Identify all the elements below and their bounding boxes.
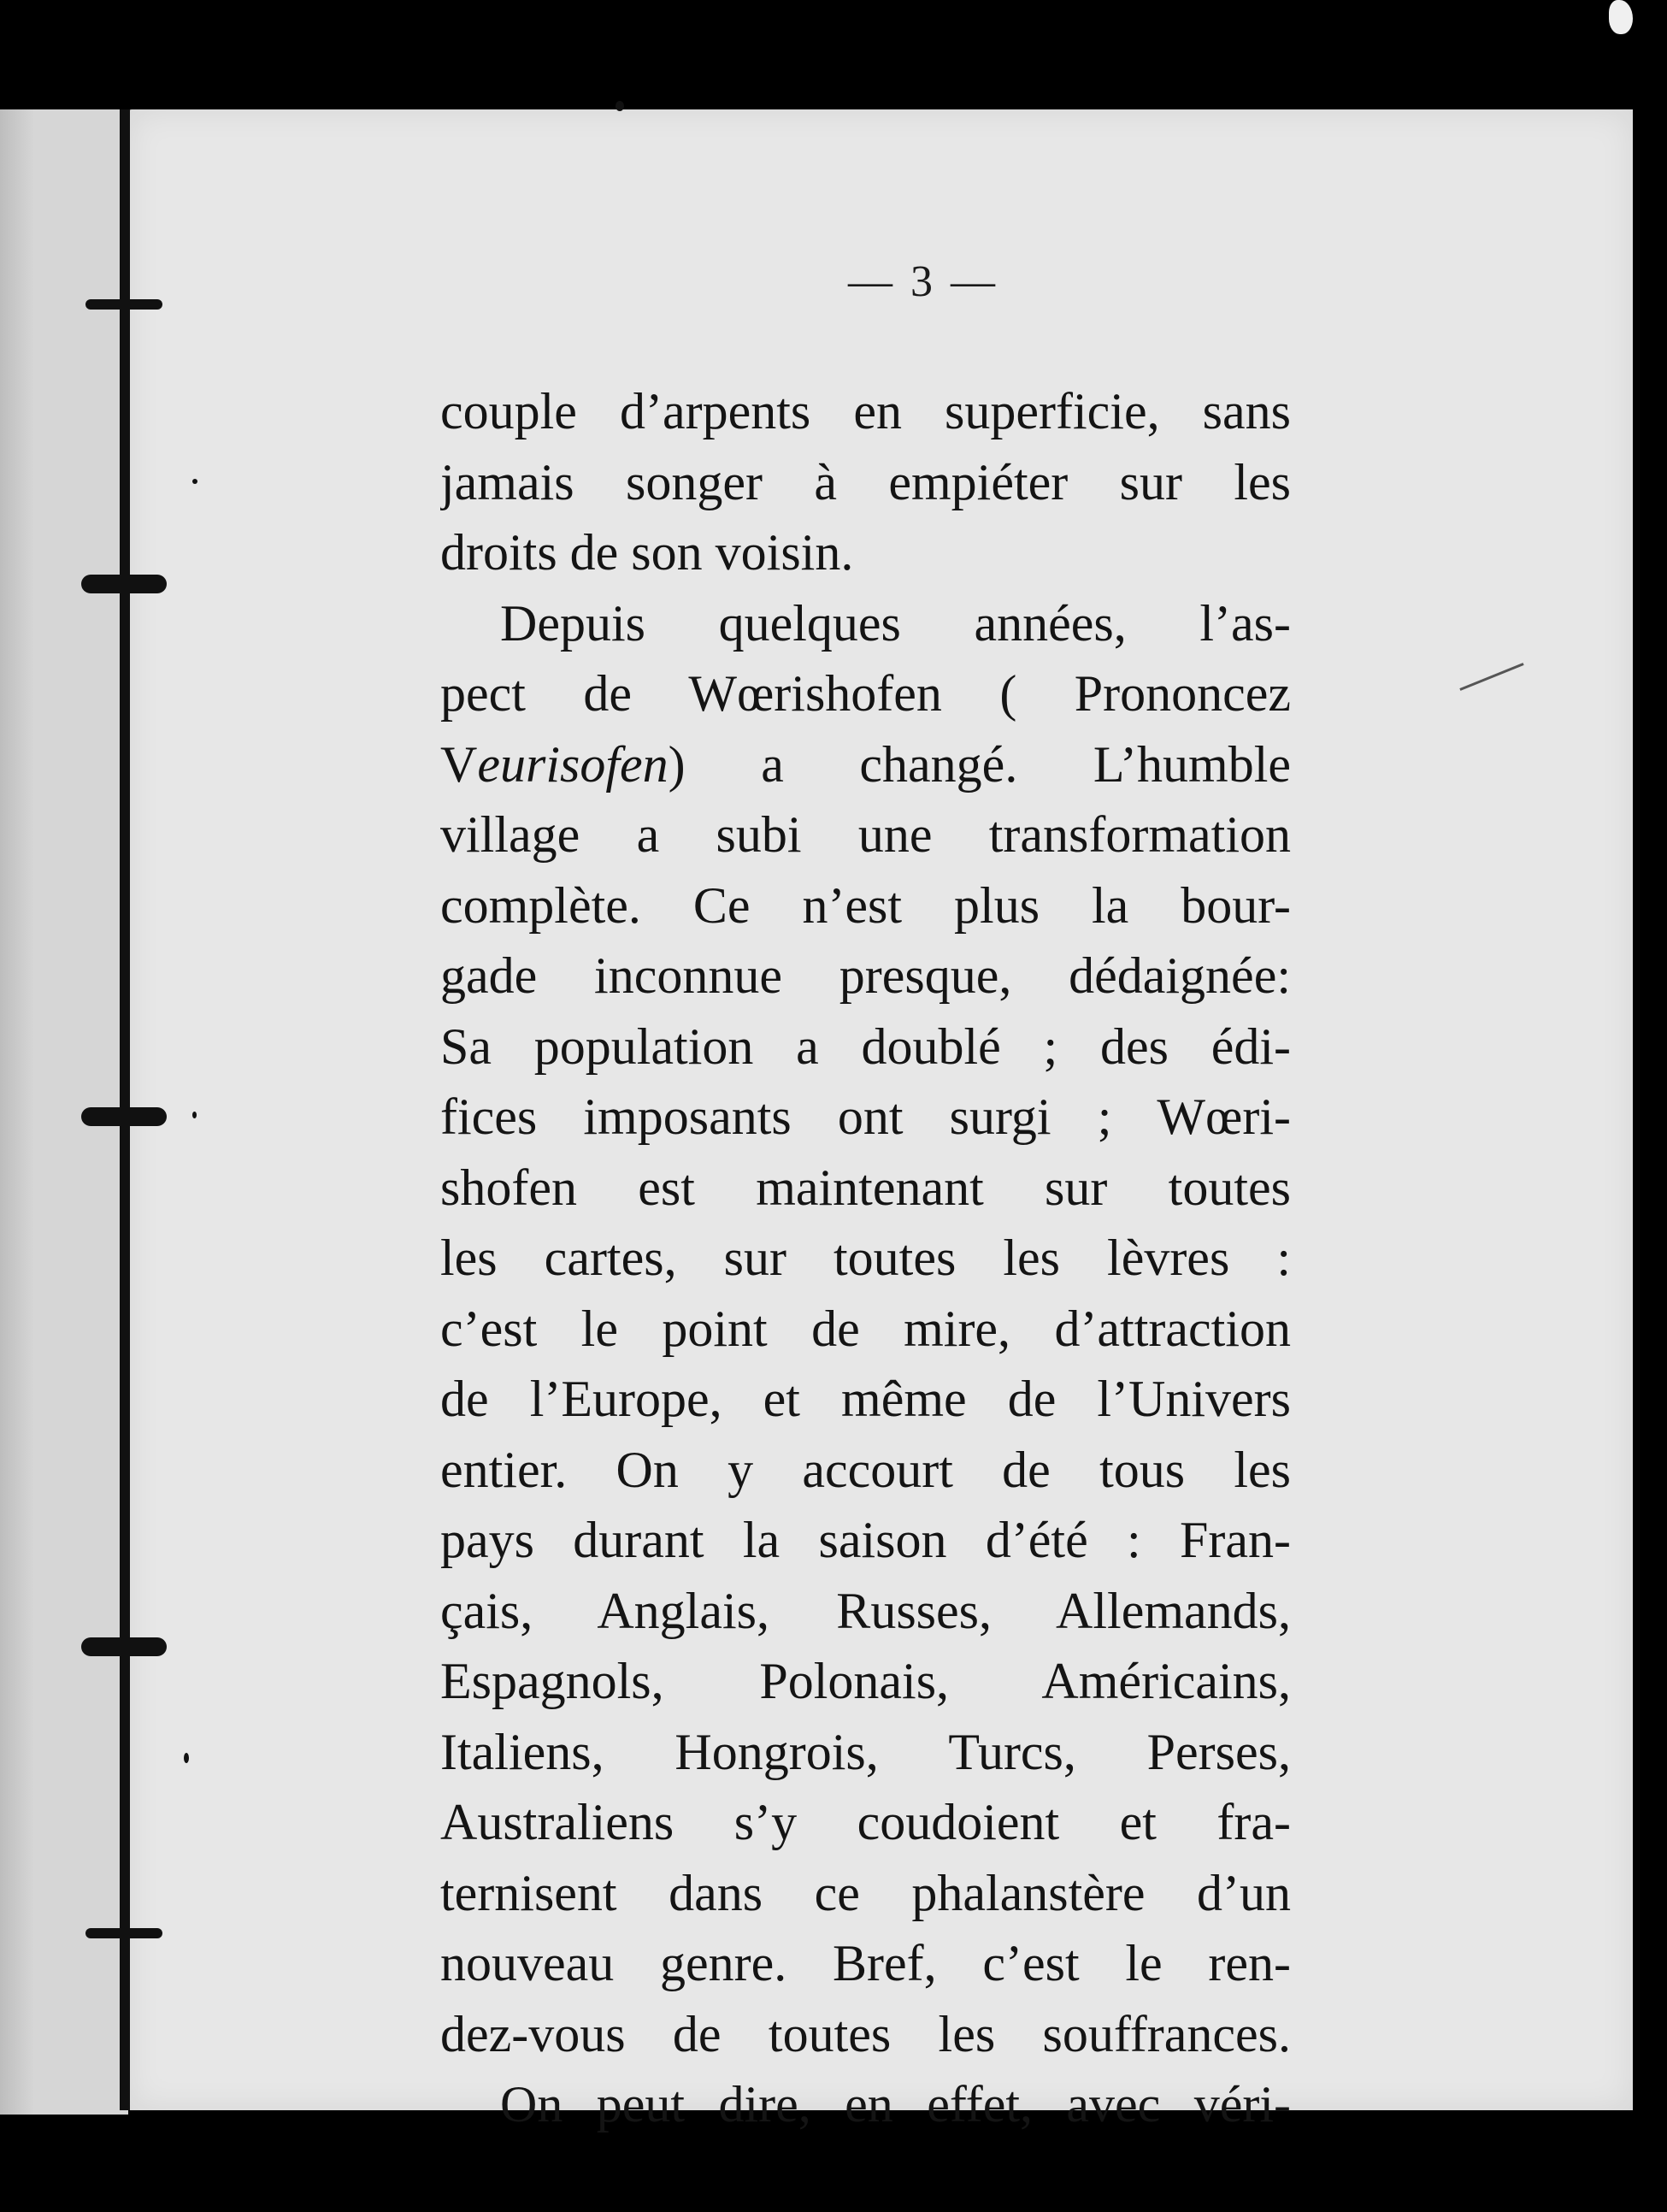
text-line: les cartes, sur toutes les lèvres : (440, 1230, 1291, 1286)
text-line: Australiens s’y coudoient et fra- (440, 1794, 1291, 1850)
previous-page-shadow (0, 109, 34, 2115)
binding-stitch (81, 1107, 167, 1126)
binding-stitch (85, 1928, 162, 1938)
scan-edge-mark (1609, 0, 1633, 34)
binding-stitch (85, 299, 162, 310)
text-line: On peut dire, en effet, avec véri- (500, 2076, 1291, 2132)
binding-stitch (81, 1637, 167, 1656)
text-line: gade inconnue presque, dédaignée: (440, 947, 1291, 1004)
text-line: couple d’arpents en superficie, sans (440, 383, 1291, 439)
text-run: ) a changé. L’humble (668, 735, 1291, 793)
ink-speck (184, 1753, 189, 1763)
text-line: çais, Anglais, Russes, Allemands, (440, 1582, 1291, 1639)
text-run: V (440, 735, 478, 793)
text-line: Depuis quelques années, l’as- (500, 594, 1291, 652)
text-line: fices imposants ont surgi ; Wœri- (440, 1088, 1291, 1145)
text-line: jamais songer à empiéter sur les (440, 453, 1291, 510)
text-line: de l’Europe, et même de l’Univers (440, 1371, 1291, 1427)
ink-speck (192, 1112, 197, 1118)
text-line (440, 729, 1291, 800)
text-line: pect de Wœrishofen ( Prononcez (440, 665, 1291, 722)
text-line: village a subi une transformation (440, 806, 1291, 863)
ink-speck (616, 101, 624, 111)
text-line: dez-vous de toutes les souffrances. (440, 2005, 1291, 2062)
ink-speck (192, 479, 197, 484)
text-line: Italiens, Hongrois, Turcs, Perses, (440, 1723, 1291, 1780)
body-text (440, 376, 1291, 2140)
page-number: — 3 — (848, 257, 998, 306)
text-line: entier. On y accourt de tous les (440, 1441, 1291, 1498)
text-line: pays durant la saison d’été : Fran- (440, 1512, 1291, 1568)
text-line: Sa population a doublé ; des édi- (440, 1018, 1291, 1075)
text-line: complète. Ce n’est plus la bour- (440, 876, 1291, 934)
italic-text-run: eurisofen (477, 735, 669, 793)
binding-stitch (81, 575, 167, 593)
text-line: shofen est maintenant sur toutes (440, 1159, 1291, 1216)
text-line: ternisent dans ce phalanstère d’un (440, 1864, 1291, 1921)
text-line: nouveau genre. Bref, c’est le ren- (440, 1935, 1291, 1991)
text-line: Espagnols, Polonais, Américains, (440, 1653, 1291, 1709)
text-line: c’est le point de mire, d’attraction (440, 1300, 1291, 1357)
text-line: droits de son voisin. (440, 524, 854, 581)
